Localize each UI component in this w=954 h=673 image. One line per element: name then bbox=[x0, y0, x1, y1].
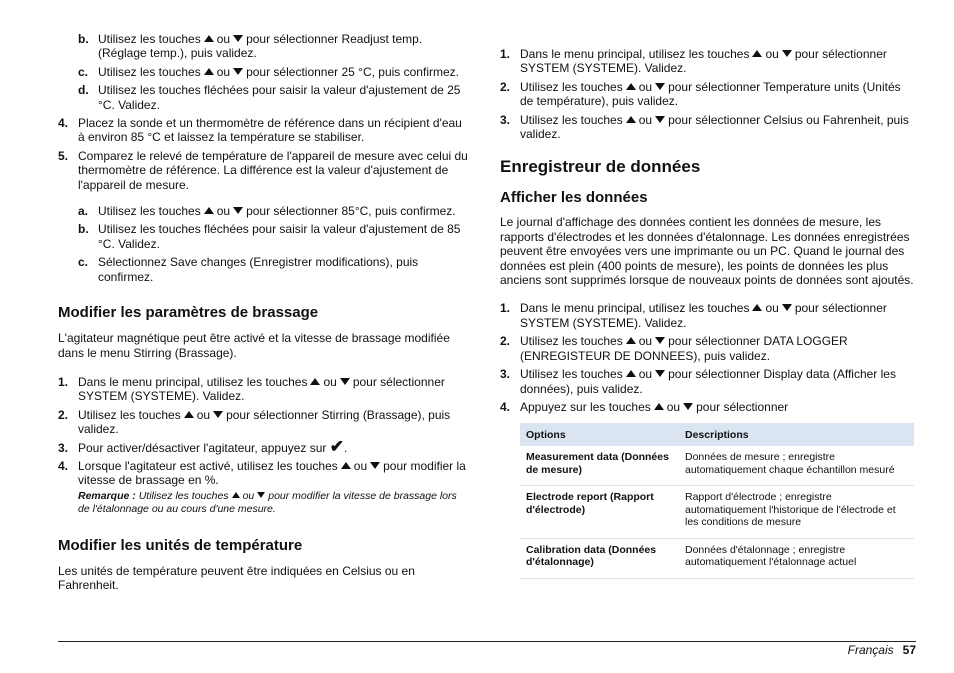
page-footer bbox=[848, 643, 916, 657]
step-number: 1. bbox=[500, 301, 511, 316]
or-text: ou bbox=[765, 47, 779, 61]
step-text: Utilisez les touches fléchées pour saisir la valeur d'ajustement de 85 °C. Validez. bbox=[98, 222, 461, 251]
down-arrow-icon bbox=[213, 411, 223, 418]
step-c-save bbox=[58, 255, 470, 284]
step-b-85-adjust bbox=[58, 222, 470, 251]
step-text: Utilisez les touches bbox=[78, 407, 181, 422]
display-step-3 bbox=[500, 367, 916, 396]
step-label: c. bbox=[78, 64, 89, 79]
page-number: 57 bbox=[902, 643, 916, 657]
step-a-85c bbox=[58, 204, 470, 218]
options-column-header: Options bbox=[520, 423, 679, 446]
note-text: Utilisez les touches bbox=[138, 489, 229, 502]
up-arrow-icon bbox=[310, 378, 320, 385]
step-number: 1. bbox=[500, 47, 511, 61]
table-row bbox=[520, 538, 914, 578]
step-text: pour modifier la vitesse de brassage en %. bbox=[78, 458, 466, 488]
down-arrow-icon bbox=[683, 403, 693, 410]
up-arrow-icon bbox=[341, 462, 351, 469]
right-column bbox=[500, 47, 916, 579]
step-text: pour sélectionner bbox=[696, 399, 789, 414]
step-number: 2. bbox=[58, 407, 69, 422]
up-arrow-icon bbox=[626, 337, 636, 344]
stirring-step-2 bbox=[58, 408, 470, 437]
description-cell: Rapport d'électrode ; enregistre automatiquement l'historique de l'électrode et les conditions de mesure bbox=[685, 491, 896, 529]
option-cell: Measurement data (Données de mesure) bbox=[526, 451, 669, 476]
display-heading: Afficher les données bbox=[500, 189, 648, 207]
step-text: Utilisez les touches bbox=[520, 79, 623, 94]
up-arrow-icon bbox=[626, 83, 636, 90]
step-number: 4. bbox=[500, 399, 511, 414]
step-label: a. bbox=[78, 204, 89, 219]
up-arrow-icon bbox=[752, 304, 762, 311]
or-text: ou bbox=[353, 458, 368, 473]
descriptions-column-header: Descriptions bbox=[679, 423, 914, 446]
units-heading: Modifier les unités de température bbox=[58, 536, 303, 554]
stirring-heading: Modifier les paramètres de brassage bbox=[58, 304, 319, 322]
step-text: Pour activer/désactiver l'agitateur, appuyez sur bbox=[78, 440, 327, 455]
table-header-row bbox=[520, 423, 914, 446]
up-arrow-icon bbox=[232, 492, 240, 498]
or-text: ou bbox=[638, 367, 653, 382]
step-text: pour sélectionner 85°C, puis confirmez. bbox=[246, 204, 456, 219]
step-text: . bbox=[344, 440, 348, 455]
step-number: 1. bbox=[58, 374, 69, 389]
step-text: Utilisez les touches bbox=[520, 367, 623, 382]
or-text: ou bbox=[242, 489, 255, 502]
step-number: 3. bbox=[500, 112, 511, 127]
down-arrow-icon bbox=[782, 50, 792, 57]
display-step-1 bbox=[500, 301, 916, 330]
down-arrow-icon bbox=[655, 116, 665, 123]
display-step-2 bbox=[500, 334, 916, 363]
up-arrow-icon bbox=[626, 370, 636, 377]
or-text: ou bbox=[638, 112, 653, 127]
up-arrow-icon bbox=[626, 116, 636, 123]
display-step-4 bbox=[500, 400, 916, 414]
down-arrow-icon bbox=[370, 462, 380, 469]
stirring-step-4 bbox=[58, 459, 470, 488]
step-text: pour sélectionner Stirring (Brassage), puis validez. bbox=[78, 407, 451, 437]
or-text: ou bbox=[216, 32, 231, 46]
step-text: pour sélectionner 25 °C, puis confirmez. bbox=[246, 64, 459, 79]
step-number: 2. bbox=[500, 79, 511, 94]
table-row bbox=[520, 486, 914, 539]
step-text: pour sélectionner Readjust temp. (Réglage temp.), puis validez. bbox=[98, 32, 423, 61]
or-text: ou bbox=[666, 399, 681, 414]
checkmark-icon: ✔ bbox=[329, 436, 345, 456]
or-text: ou bbox=[638, 334, 653, 349]
stirring-note bbox=[58, 490, 470, 516]
note-text: pour modifier la vitesse de brassage lors de l'étalonnage ou au cours d'une mesure. bbox=[78, 489, 457, 515]
left-column bbox=[58, 32, 470, 593]
step-5-compare bbox=[58, 149, 470, 192]
step-text: pour sélectionner SYSTEM (SYSTEME). Validez. bbox=[520, 47, 887, 76]
step-text: pour sélectionner Celsius ou Fahrenheit, puis validez. bbox=[520, 112, 909, 142]
down-arrow-icon bbox=[233, 68, 243, 75]
step-text: Utilisez les touches bbox=[98, 204, 201, 219]
step-text: Utilisez les touches bbox=[98, 32, 201, 46]
step-number: 5. bbox=[58, 148, 69, 163]
or-text: ou bbox=[638, 79, 653, 94]
step-text: Lorsque l'agitateur est activé, utilisez les touches bbox=[78, 458, 338, 473]
step-label: c. bbox=[78, 255, 89, 270]
note-label: Remarque : bbox=[78, 489, 136, 502]
display-intro: Le journal d'affichage des données contient les données de mesure, les rapports d'électrodes et les données d'étalonnage. Les données enregistrées peuvent être envoyées vers une imprimante ou un PC. Quand le journal des données est plein (400 points de mesure), les points de données les plus anciens sont supprimés lorsque de nouveaux points de données sont ajoutés. bbox=[500, 215, 914, 288]
step-text: Dans le menu principal, utilisez les touches bbox=[520, 47, 750, 61]
step-text: Utilisez les touches fléchées pour saisir la valeur d'ajustement de 25 °C. Validez. bbox=[98, 83, 461, 112]
step-label: b. bbox=[78, 32, 89, 46]
units-step-1 bbox=[500, 47, 916, 76]
or-text: ou bbox=[323, 374, 337, 389]
step-text: Dans le menu principal, utilisez les touches bbox=[78, 374, 308, 389]
units-step-3 bbox=[500, 113, 916, 142]
or-text: ou bbox=[196, 407, 211, 422]
option-cell: Calibration data (Données d'étalonnage) bbox=[526, 543, 657, 569]
step-text: Utilisez les touches bbox=[520, 334, 623, 349]
step-text: Sélectionnez Save changes (Enregistrer modifications), puis confirmez. bbox=[98, 255, 419, 284]
up-arrow-icon bbox=[204, 35, 214, 42]
step-d-adjust bbox=[58, 83, 470, 112]
step-number: 3. bbox=[500, 367, 511, 382]
down-arrow-icon bbox=[655, 83, 665, 90]
step-text: Placez la sonde et un thermomètre de référence dans un récipient d'eau à environ 85 °C et laissez la température se stabiliser. bbox=[78, 116, 462, 145]
logger-heading: Enregistreur de données bbox=[500, 157, 701, 177]
down-arrow-icon bbox=[340, 378, 350, 385]
step-text: pour sélectionner SYSTEM (SYSTEME). Validez. bbox=[520, 301, 887, 330]
stirring-step-1 bbox=[58, 375, 470, 404]
step-text: pour sélectionner Temperature units (Unités de température), puis validez. bbox=[520, 79, 901, 109]
table-row bbox=[520, 446, 914, 486]
step-text: pour sélectionner SYSTEM (SYSTEME). Validez. bbox=[78, 374, 445, 404]
down-arrow-icon bbox=[655, 337, 665, 344]
description-cell: Données de mesure ; enregistre automatiquement chaque échantillon mesuré bbox=[685, 451, 895, 476]
step-text: pour sélectionner DATA LOGGER (ENREGISTEUR DE DONNEES), puis validez. bbox=[520, 334, 848, 363]
down-arrow-icon bbox=[257, 492, 265, 498]
up-arrow-icon bbox=[752, 50, 762, 57]
step-b-readjust bbox=[58, 32, 470, 61]
step-4-probe bbox=[58, 116, 470, 145]
step-number: 4. bbox=[58, 458, 69, 473]
footer-divider bbox=[58, 641, 916, 642]
step-text: Comparez le relevé de température de l'appareil de mesure avec celui du thermomètre de référence. La différence est la valeur d'ajustement de l'appareil de mesure. bbox=[78, 148, 468, 192]
down-arrow-icon bbox=[233, 35, 243, 42]
or-text: ou bbox=[216, 64, 231, 79]
or-text: ou bbox=[765, 301, 779, 316]
step-text: Appuyez sur les touches bbox=[520, 399, 651, 414]
up-arrow-icon bbox=[204, 68, 214, 75]
stirring-step-3 bbox=[58, 436, 470, 456]
options-table bbox=[520, 423, 914, 579]
down-arrow-icon bbox=[782, 304, 792, 311]
description-cell: Données d'étalonnage ; enregistre automatiquement l'étalonnage actuel bbox=[685, 543, 857, 569]
up-arrow-icon bbox=[184, 411, 194, 418]
stirring-intro: L'agitateur magnétique peut être activé et la vitesse de brassage modifiée dans le menu Stirring (Brassage). bbox=[58, 331, 450, 360]
up-arrow-icon bbox=[204, 207, 214, 214]
step-c-25c bbox=[58, 65, 470, 79]
down-arrow-icon bbox=[233, 207, 243, 214]
step-label: b. bbox=[78, 222, 89, 237]
step-text: pour sélectionner Display data (Afficher les données), puis validez. bbox=[520, 367, 896, 396]
step-label: d. bbox=[78, 83, 89, 98]
footer-language: Français bbox=[847, 643, 894, 657]
step-number: 3. bbox=[58, 440, 69, 455]
step-number: 2. bbox=[500, 334, 511, 349]
units-step-2 bbox=[500, 80, 916, 109]
units-intro: Les unités de température peuvent être indiquées en Celsius ou en Fahrenheit. bbox=[58, 563, 415, 593]
step-text: Dans le menu principal, utilisez les touches bbox=[520, 301, 750, 316]
step-text: Utilisez les touches bbox=[520, 112, 623, 127]
up-arrow-icon bbox=[654, 403, 664, 410]
step-text: Utilisez les touches bbox=[98, 64, 201, 79]
or-text: ou bbox=[216, 204, 231, 219]
down-arrow-icon bbox=[655, 370, 665, 377]
option-cell: Electrode report (Rapport d'électrode) bbox=[526, 491, 654, 516]
step-number: 4. bbox=[58, 116, 69, 131]
